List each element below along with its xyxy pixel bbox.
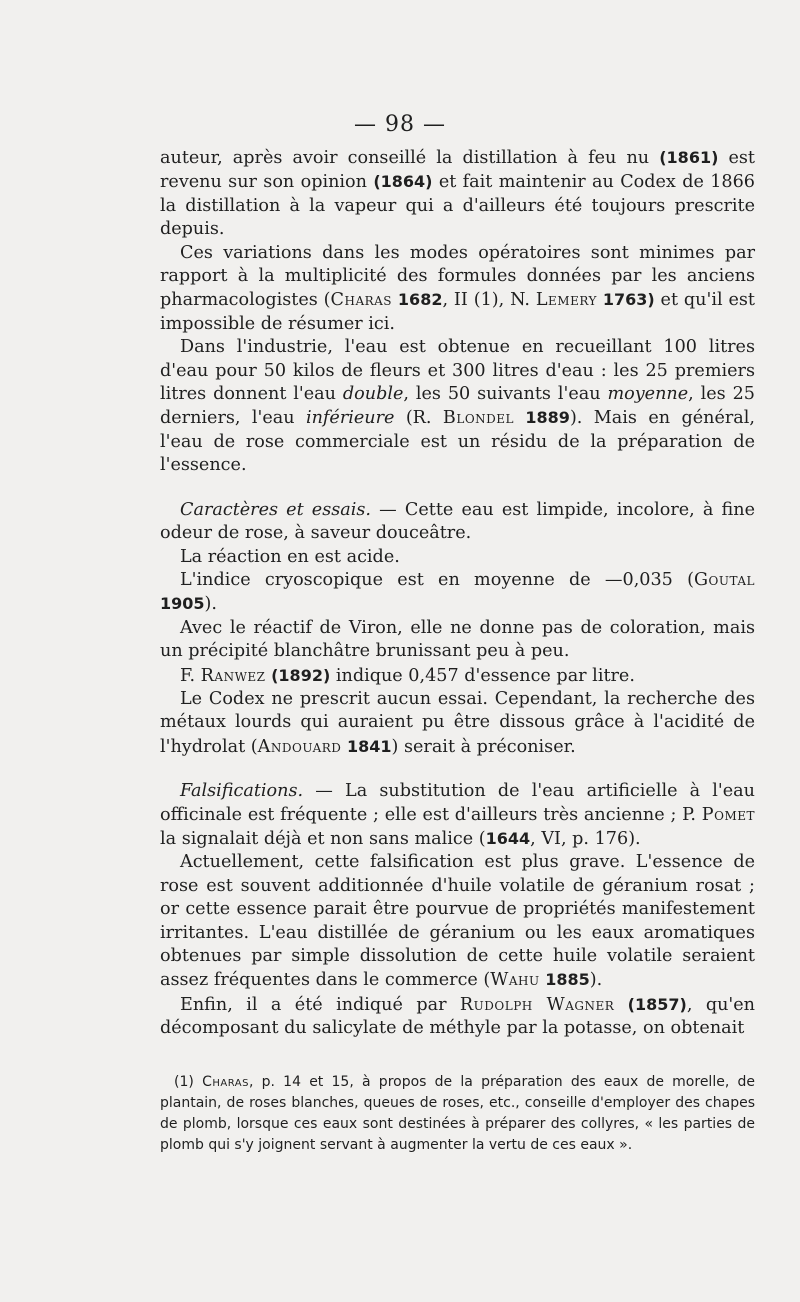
text-run: (R. [394,408,443,429]
text-run: Avec le réactif de Viron, elle ne donne pas de coloration, mais un précipité blanchâtre brunissant peu à peu. [160,617,755,662]
text-run: La réaction en est acide. [180,546,400,567]
paragraph-p12 [160,993,755,1041]
paragraph-p7 [160,617,755,664]
author-name: Lemery [535,290,597,311]
author-name: Pomet [701,804,755,825]
author-name: Blondel [442,408,515,429]
italic-text: Falsifications. [180,781,304,802]
italic-text: Caractères et essais. [180,499,372,520]
text-run: ). Mais en général, l'eau de rose commerciale est un résidu de la préparation de l'essence. [160,408,755,476]
date-ref: 1841 [346,736,392,756]
paragraph-p5 [160,546,755,569]
text-run: — La substitution de l'eau artificielle à l'eau officinale est fréquente ; elle est d'ailleurs très ancienne ; P. [160,781,755,825]
body-text [160,146,755,1041]
paragraph-p4 [160,499,755,546]
paragraph-p1 [160,146,755,242]
text-run: est revenu sur son opinion [160,148,755,193]
text-run: la signalait déjà et non sans malice ( [160,828,486,849]
author-name: Goutal [694,569,755,590]
paragraph-p6 [160,569,755,617]
text-run: ). [589,970,603,991]
text-run: Dans l'industrie, l'eau est obtenue en recueillant 100 litres d'eau pour 50 kilos de fleurs et 300 litres d'eau : les 25 premiers litres donnent l'eau [160,337,755,405]
footnote [160,1072,755,1156]
text-run: F. [180,665,201,686]
text-run: Enfin, il a été indiqué par [180,994,460,1015]
date-ref: 1763) [602,290,655,310]
text-run: Ces variations dans les modes opératoires sont minimes par rapport à la multiplicité des formules données par les anciens pharmacologistes ( [160,242,755,311]
date-ref: (1892) [271,665,331,685]
paragraph-p9 [160,688,755,759]
text-run: , II (1), N. [442,290,536,311]
date-ref: 1905 [160,594,205,614]
text-run: et qu'il est impossible de résumer ici. [160,290,755,334]
date-ref: 1889 [525,408,570,428]
italic-text: inférieure [305,408,395,429]
text-run: , p. 14 et 15, à propos de la préparation des eaux de morelle, de plantain, de roses blanches, queues de roses, etc., conseille d'employer des chapes de plomb, lorsque ces eaux sont destinées à préparer des collyres, « les parties de plomb qui s'y joignent servant à augmenter la vertu de ces eaux ». [160,1074,755,1153]
text-run: , les 50 suivants l'eau [403,384,608,405]
date-ref: 1682 [397,290,443,310]
text-run: , VI, p. 176). [530,828,641,849]
author-name: Andouard [257,736,342,757]
text-run [514,408,525,428]
date-ref: (1861) [659,148,719,167]
text-run: ). [204,594,217,615]
text-run: , les 25 derniers, l'eau [160,384,755,429]
italic-text: double [342,384,404,405]
text-run: Le Codex ne prescrit aucun essai. Cependant, la recherche des métaux lourds qui auraient pu être dissous grâce à l'acidité de l'hydrolat ( [160,688,755,757]
italic-text: moyenne [607,384,689,405]
paragraph-p3 [160,336,755,477]
date-ref: (1857) [627,994,687,1014]
text-run: Actuellement, cette falsification est plus grave. L'essence de rose est souvent additionnée d'huile volatile de géranium rosat ; or cette essence parait être pourvue de propriétés manifestement irritantes. L'eau distillée de géranium ou les eaux aromatiques obtenues par simple dissolution de cette huile volatile seraient assez fréquentes dans le commerce ( [160,852,755,991]
text-run: et fait maintenir au Codex de 1866 la distillation à la vapeur qui a d'ailleurs été toujours prescrite depuis. [160,172,756,240]
paragraph-p10 [160,780,755,851]
paragraph-p8 [160,664,755,688]
author-name: Ranwez [200,665,266,686]
date-ref: (1864) [373,172,433,192]
date-ref: 1885 [545,970,590,990]
text-run: , qu'en décomposant du salicylate de méthyle par la potasse, on obtenait [160,994,755,1039]
paragraph-p11 [160,851,755,992]
author-name: Rudolph Wagner [459,994,615,1015]
page-number: — 98 — [354,112,446,137]
paragraph-p2 [160,242,755,337]
text-run: ) serait à préconiser. [391,736,576,757]
text-run: auteur, après avoir conseillé la distillation à feu nu [160,148,660,168]
date-ref: 1644 [485,828,531,848]
author-name: Wahu [490,970,540,991]
text-run: — Cette eau est limpide, incolore, à fine odeur de rose, à saveur douceâtre. [160,499,755,544]
author-name: Charas [202,1074,249,1090]
text-run: indique 0,457 d'essence par litre. [330,665,635,686]
text-run: L'indice cryoscopique est en moyenne de —0,035 ( [180,569,694,590]
text-run: (1) [174,1074,203,1090]
text-run [614,995,627,1015]
footnote-text [160,1072,755,1156]
author-name: Charas [330,290,393,311]
